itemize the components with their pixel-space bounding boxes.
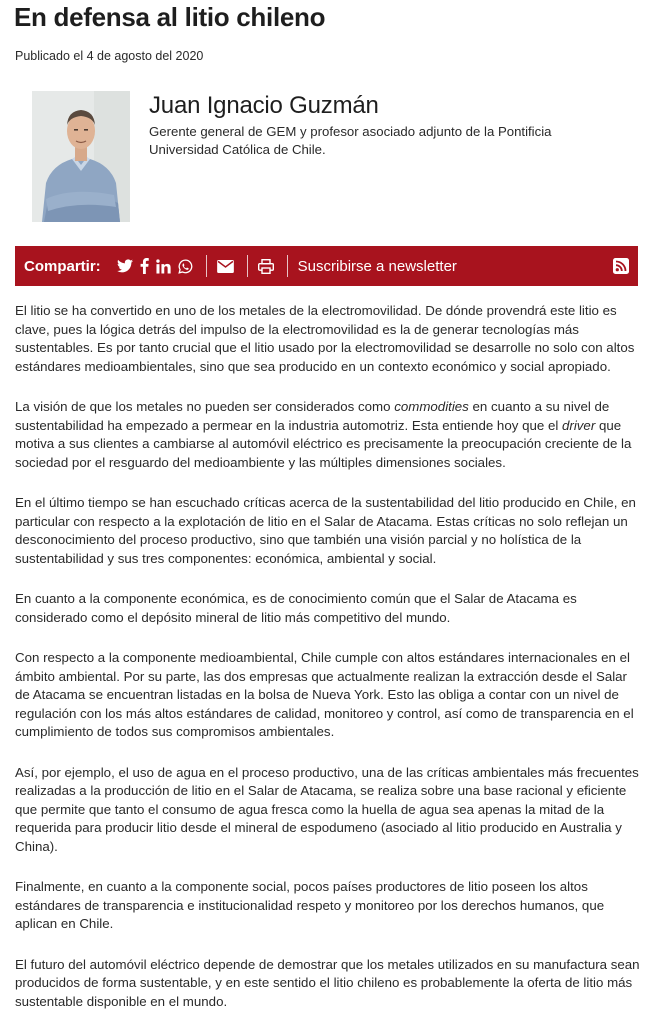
share-divider: [287, 255, 288, 277]
publication-date: Publicado el 4 de agosto del 2020: [15, 49, 204, 63]
print-icon[interactable]: [258, 256, 274, 276]
twitter-icon[interactable]: [117, 256, 133, 276]
paragraph: La visión de que los metales no pueden ser considerados como commodities en cuanto a su nivel de sustentabilidad ha empezado a permear en la industria automotriz. Esta entiende hoy que el driver que motiva a sus clientes a cambiarse al automóvil eléctrico es precisamente la preocupación creciente de la sociedad por el resguardo del medioambiente y las múltiples dimensiones sociales.: [15, 399, 632, 470]
paragraph: Con respecto a la componente medioambiental, Chile cumple con altos estándares internacionales en el ámbito ambiental. Por su parte, las dos empresas que actualmente realizan la extracción desde el Salar de Atacama se encuentran listadas en la bolsa de Nueva York. Esto las obliga a contar con un nivel de regulación con los más altos estándares de calidad, monitoreo y control, así como de transparencia en el cumplimiento de todos sus compromisos ambientales.: [15, 650, 634, 739]
email-icon[interactable]: [217, 256, 234, 276]
rss-icon[interactable]: [613, 258, 629, 274]
share-divider: [206, 255, 207, 277]
share-label: Compartir:: [24, 257, 101, 275]
share-divider: [247, 255, 248, 277]
paragraph: En el último tiempo se han escuchado críticas acerca de la sustentabilidad del litio producido en Chile, en particular con respecto a la explotación de litio en el Salar de Atacama. Estas críticas no solo reflejan un desconocimiento del proceso productivo, sino que también una visión parcial y no holística de la sustentabilidad y sus tres componentes: económica, ambiental y social.: [15, 495, 636, 566]
emphasis-driver: driver: [562, 417, 596, 433]
author-bio: Gerente general de GEM y profesor asociado adjunto de la Pontificia Universidad Católica de Chile.: [149, 124, 552, 157]
newsletter-subscribe-link[interactable]: Suscribirse a newsletter: [297, 257, 457, 275]
whatsapp-icon[interactable]: [178, 256, 193, 276]
paragraph: El futuro del automóvil eléctrico depende de demostrar que los metales utilizados en su manufactura sean producidos de forma sustentable, y en este sentido el litio chileno es probablemente la oferta de litio más sustentable disponible en el mundo.: [15, 956, 640, 1009]
share-bar: [15, 246, 638, 286]
paragraph: En cuanto a la componente económica, es de conocimiento común que el Salar de Atacama es considerado como el depósito mineral de litio más competitivo del mundo.: [15, 591, 577, 625]
article-title: En defensa al litio chileno: [14, 2, 326, 32]
facebook-icon[interactable]: [140, 256, 149, 276]
linkedin-icon[interactable]: [156, 256, 171, 276]
author-name: Juan Ignacio Guzmán: [149, 92, 379, 119]
emphasis-commodities: commodities: [394, 399, 469, 414]
paragraph: Así, por ejemplo, el uso de agua en el proceso productivo, una de las críticas ambientales más frecuentes realizadas a la producción de litio en el Salar de Atacama, se realiza sobre una base racional y eficiente que permite que tanto el consumo de agua fresca como la huella de agua sea apenas la mitad de la requerida para producir litio desde el mineral de espodumeno (asociado al litio producido en Australia y China).: [15, 764, 639, 854]
author-portrait-icon: [32, 91, 130, 222]
paragraph: Finalmente, en cuanto a la componente social, pocos países productores de litio poseen los altos estándares de transparencia e institucionalidad respeto y monitoreo por los derechos humanos, que aplican en Chile.: [15, 879, 605, 931]
article-body: [15, 302, 641, 1012]
author-photo: [32, 91, 130, 222]
paragraph: El litio se ha convertido en uno de los metales de la electromovilidad. De dónde provendrá este litio es clave, pues la lógica detrás del impulso de la electromovilidad es la de generar tecnologías más sustentables. Es por tanto crucial que el litio usado por la electromovilidad se desarrolle no solo con altos estándares medioambientales, sino que sea producido en un contexto económico y social apropiado.: [15, 303, 635, 374]
